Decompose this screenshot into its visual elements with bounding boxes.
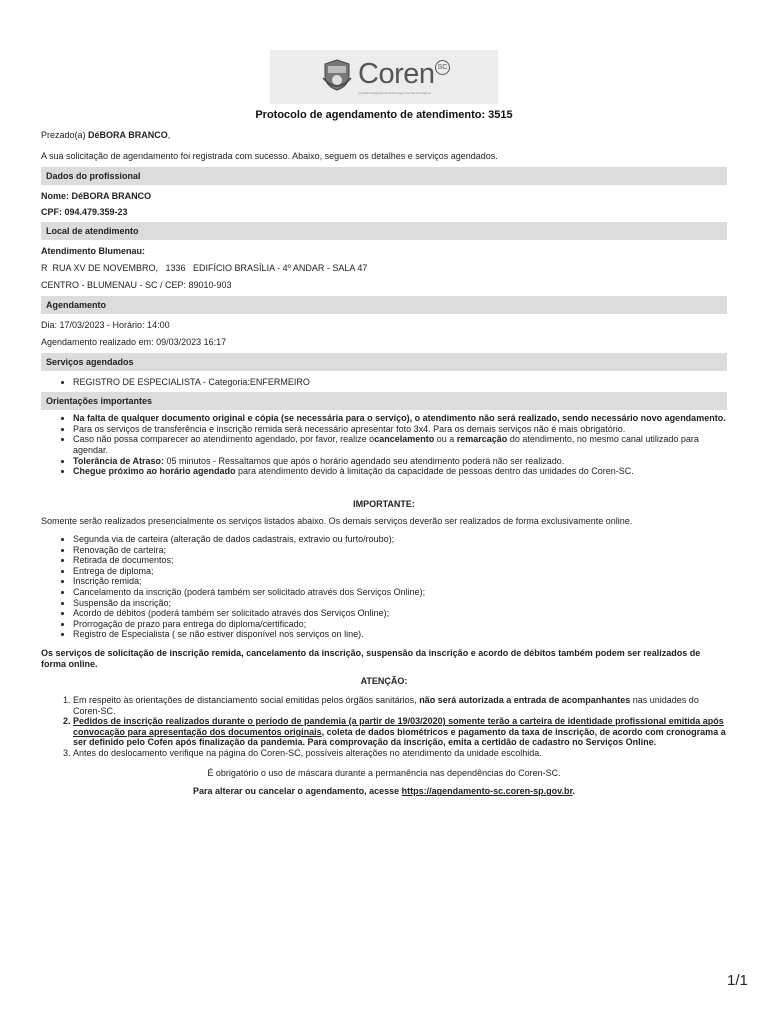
atencao-list [41,695,727,759]
list-item-text: , coleta de dados biométricos e pagamento da taxa de inscrição, de acordo com cronograma a ser definido pelo Cofen após finalização da pandemia. Para comprovação da inscrição, emita a certidão de cadastro no Serviços Online. [73,726,726,748]
greeting-suffix: , [167,130,171,140]
list-item-text: 05 minutos - Ressaltamos que após o horário agendado seu atendimento poderá não ser realizado. [164,455,565,466]
importante-list [41,534,727,640]
list-item-text: remarcação [456,434,508,445]
agendamento-link[interactable]: https://agendamento-sc.coren-sp.gov.br [401,786,573,797]
list-item-text: ou a [434,434,457,445]
alterar-end: . [572,786,575,797]
dados-cpf: CPF: 094.479.359-23 [41,206,128,217]
list-item: • Registro de Especialista ( se não estiver disponível nos serviços on line). [73,629,727,640]
agendamento-dia: Dia: 17/03/2023 - Horário: 14:00 [41,320,170,331]
servicos-list [41,377,727,388]
coren-logo-text: Coren [358,58,435,90]
section-header-agendamento: Agendamento [41,296,727,314]
list-item: • Renovação de carteira; [73,545,727,556]
section-header-local: Local de atendimento [41,222,727,240]
greeting-prefix: Prezado(a) [41,130,89,140]
list-item: • Inscrição remida; [73,576,727,587]
coren-seal-icon [322,58,352,92]
alterar-notice [41,786,727,797]
list-item [73,466,727,477]
list-item-text: Pedidos de inscrição realizados durante o período de pandemia (a partir de 19/03/2020) somente terão a carteira de identidade profissional emitida após convocação para apresentação dos documentos originais [73,716,724,737]
importante-note: Os serviços de solicitação de inscrição remida, cancelamento da inscrição, suspensão da inscrição e acordo de débitos também podem ser realizados de forma online. [41,648,701,669]
list-item: • REGISTRO DE ESPECIALISTA - Categoria:ENFERMEIRO [73,377,727,388]
section-header-dados: Dados do profissional [41,167,727,185]
list-item-text: cancelamento [374,434,435,445]
list-item-text: do atendimento, no mesmo canal utilizado para agendar. [73,434,699,455]
mascara-notice: É obrigatório o uso de máscara durante a permanência nas dependências do Coren-SC. [207,767,561,778]
greeting-name: DéBORA BRANCO [88,130,168,140]
document-page [41,50,727,797]
list-item [73,434,727,455]
page-title: Protocolo de agendamento de atendimento: 3515 [255,109,513,121]
list-item: • Prorrogação de prazo para entrega do diploma/certificado; [73,619,727,630]
agendamento-realizado: Agendamento realizado em: 09/03/2023 16:17 [41,336,227,347]
coren-logo [270,50,498,104]
atencao-heading: ATENÇÃO: [360,676,408,687]
list-item-text: Tolerância de Atraso: [73,455,165,466]
list-item-text: Caso não possa comparecer ao atendimento agendado, por favor, realize o [73,434,375,445]
list-item: • Cancelamento da inscrição (poderá também ser solicitado através dos Serviços Online); [73,587,727,598]
list-item: 3. Antes do deslocamento verifique na página do Coren-SC, possíveis alterações no atendimento da unidade escolhida. [73,748,727,759]
list-item-text: Em respeito às orientações de distanciamento social emitidas pelos órgãos sanitários, [73,694,420,705]
local-cidade: CENTRO - BLUMENAU - SC / CEP: 89010-903 [41,279,232,290]
coren-logo-tagline: Conselho Regional de Enfermagem de Santa Catarina [358,91,431,95]
list-item: • Entrega de diploma; [73,566,727,577]
local-unidade: Atendimento Blumenau: [41,246,146,257]
list-item-text: para atendimento devido à limitação da capacidade de pessoas dentro das unidades do Coren-SC. [235,466,634,477]
greeting [41,130,727,141]
list-item: • Acordo de débitos (poderá também ser solicitado através dos Serviços Online); [73,608,727,619]
dados-nome: Nome: DéBORA BRANCO [41,191,152,202]
alterar-text: Para alterar ou cancelar o agendamento, acesse [193,786,402,797]
list-item: • Na falta de qualquer documento original e cópia (se necessária para o serviço), o atendimento não será realizado, sendo necessário novo agendamento. [73,413,727,424]
orientacoes-list [41,413,727,477]
page-number: 1/1 [727,972,748,989]
list-item: • Retirada de documentos; [73,555,727,566]
importante-intro: Somente serão realizados presencialmente os serviços listados abaixo. Os demais serviços deverão ser realizados de forma exclusivamente online. [41,516,633,527]
list-item: • Segunda via de carteira (alteração de dados cadastrais, extravio ou furto/roubo); [73,534,727,545]
list-item-text: Chegue próximo ao horário agendado [73,466,236,477]
list-item-text: nas unidades do Coren-SC. [73,694,699,716]
local-endereco: R RUA XV DE NOVEMBRO, 1336 EDIFÍCIO BRASÍLIA - 4º ANDAR - SALA 47 [41,263,368,274]
list-item-text: não será autorizada a entrada de acompanhantes [419,694,631,705]
section-header-servicos: Serviços agendados [41,353,727,371]
list-item [73,695,727,716]
coren-logo-sc: SC [435,60,450,75]
list-item: • Para os serviços de transferência e inscrição remida será necessário apresentar foto 3x4. Para os demais serviços não é mais obrigatório. [73,424,727,435]
intro-text: A sua solicitação de agendamento foi registrada com sucesso. Abaixo, seguem os detalhes e serviços agendados. [41,150,498,161]
section-header-orientacoes: Orientações importantes [41,392,727,410]
importante-heading: IMPORTANTE: [353,498,415,509]
list-item: • Suspensão da inscrição; [73,598,727,609]
list-item [73,716,727,748]
list-item [73,456,727,467]
